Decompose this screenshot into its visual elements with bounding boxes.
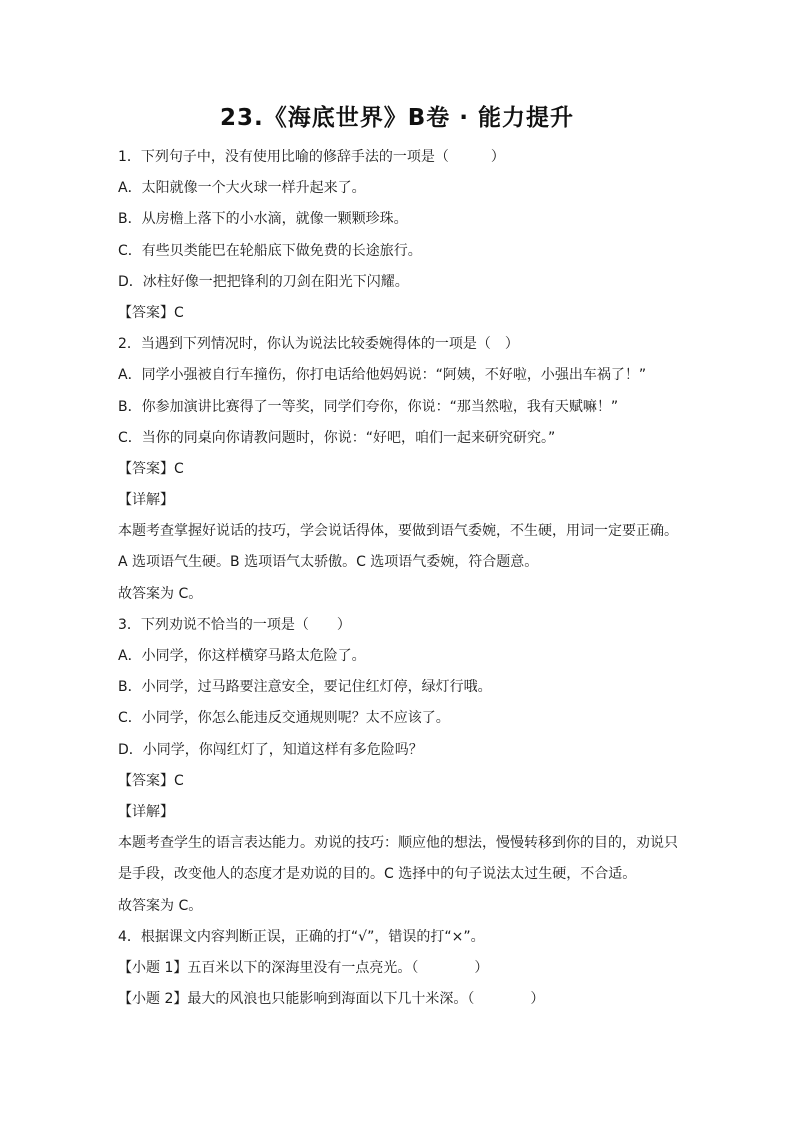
- question-2-option-a: A．同学小强被自行车撞伤，你打电话给他妈妈说：“阿姨，不好啦，小强出车祸了！”: [118, 367, 647, 384]
- question-1-option-a: A．太阳就像一个大火球一样升起来了。: [118, 180, 366, 197]
- question-4-stem: 4．根据课文内容判断正误，正确的打“√”，错误的打“×”。: [118, 928, 485, 945]
- question-2-detail-label: 【详解】: [118, 492, 174, 509]
- question-3-conclusion: 故答案为 C。: [118, 897, 203, 914]
- question-3-stem: 3．下列劝说不恰当的一项是（ ）: [118, 616, 351, 633]
- question-3-option-b: B．小同学，过马路要注意安全，要记住红灯停，绿灯行哦。: [118, 679, 492, 696]
- question-2-detail: 本题考查掌握好说话的技巧，学会说话得体，要做到语气委婉，不生硬，用词一定要正确。A 选项语气生硬。B 选项语气太骄傲。C 选项语气委婉，符合题意。: [118, 523, 678, 571]
- question-2-option-c: C．当你的同桌向你请教问题时，你说：“好吧，咱们一起来研究研究。”: [118, 429, 556, 446]
- question-1-option-c: C．有些贝类能巴在轮船底下做免费的长途旅行。: [118, 242, 422, 259]
- question-4-item-1: 【小题 1】五百米以下的深海里没有一点亮光。（ ）: [118, 959, 489, 976]
- question-3-detail-label: 【详解】: [118, 803, 174, 820]
- question-4-item-2: 【小题 2】最大的风浪也只能影响到海面以下几十米深。（ ）: [118, 991, 545, 1008]
- question-2-stem: 2．当遇到下列情况时，你认为说法比较委婉得体的一项是（ ）: [118, 336, 519, 353]
- question-2-conclusion: 故答案为 C。: [118, 585, 203, 602]
- question-1-answer: 【答案】C: [118, 304, 184, 321]
- question-3-option-d: D．小同学，你闯红灯了，知道这样有多危险吗？: [118, 741, 423, 758]
- question-3-option-a: A．小同学，你这样横穿马路太危险了。: [118, 648, 366, 665]
- question-1-option-d: D．冰柱好像一把把锋利的刀剑在阳光下闪耀。: [118, 273, 409, 290]
- question-3-answer: 【答案】C: [118, 772, 184, 789]
- question-1-option-b: B．从房檐上落下的小水滴，就像一颗颗珍珠。: [118, 211, 408, 228]
- question-2-option-b: B．你参加演讲比赛得了一等奖，同学们夸你，你说：“那当然啦，我有天赋嘛！”: [118, 398, 619, 415]
- question-3-option-c: C．小同学，你怎么能违反交通规则呢？太不应该了。: [118, 710, 450, 727]
- question-1-stem: 1．下列句子中，没有使用比喻的修辞手法的一项是（ ）: [118, 149, 505, 165]
- document-title: 23.《海底世界》B卷 · 能力提升: [219, 105, 575, 131]
- question-3-detail: 本题考查学生的语言表达能力。劝说的技巧：顺应他的想法，慢慢转移到你的目的，劝说只是手段，改变他人的态度才是劝说的目的。C 选择中的句子说法太过生硬，不合适。: [118, 835, 678, 883]
- document-content: [118, 142, 678, 1015]
- question-2-answer: 【答案】C: [118, 460, 184, 477]
